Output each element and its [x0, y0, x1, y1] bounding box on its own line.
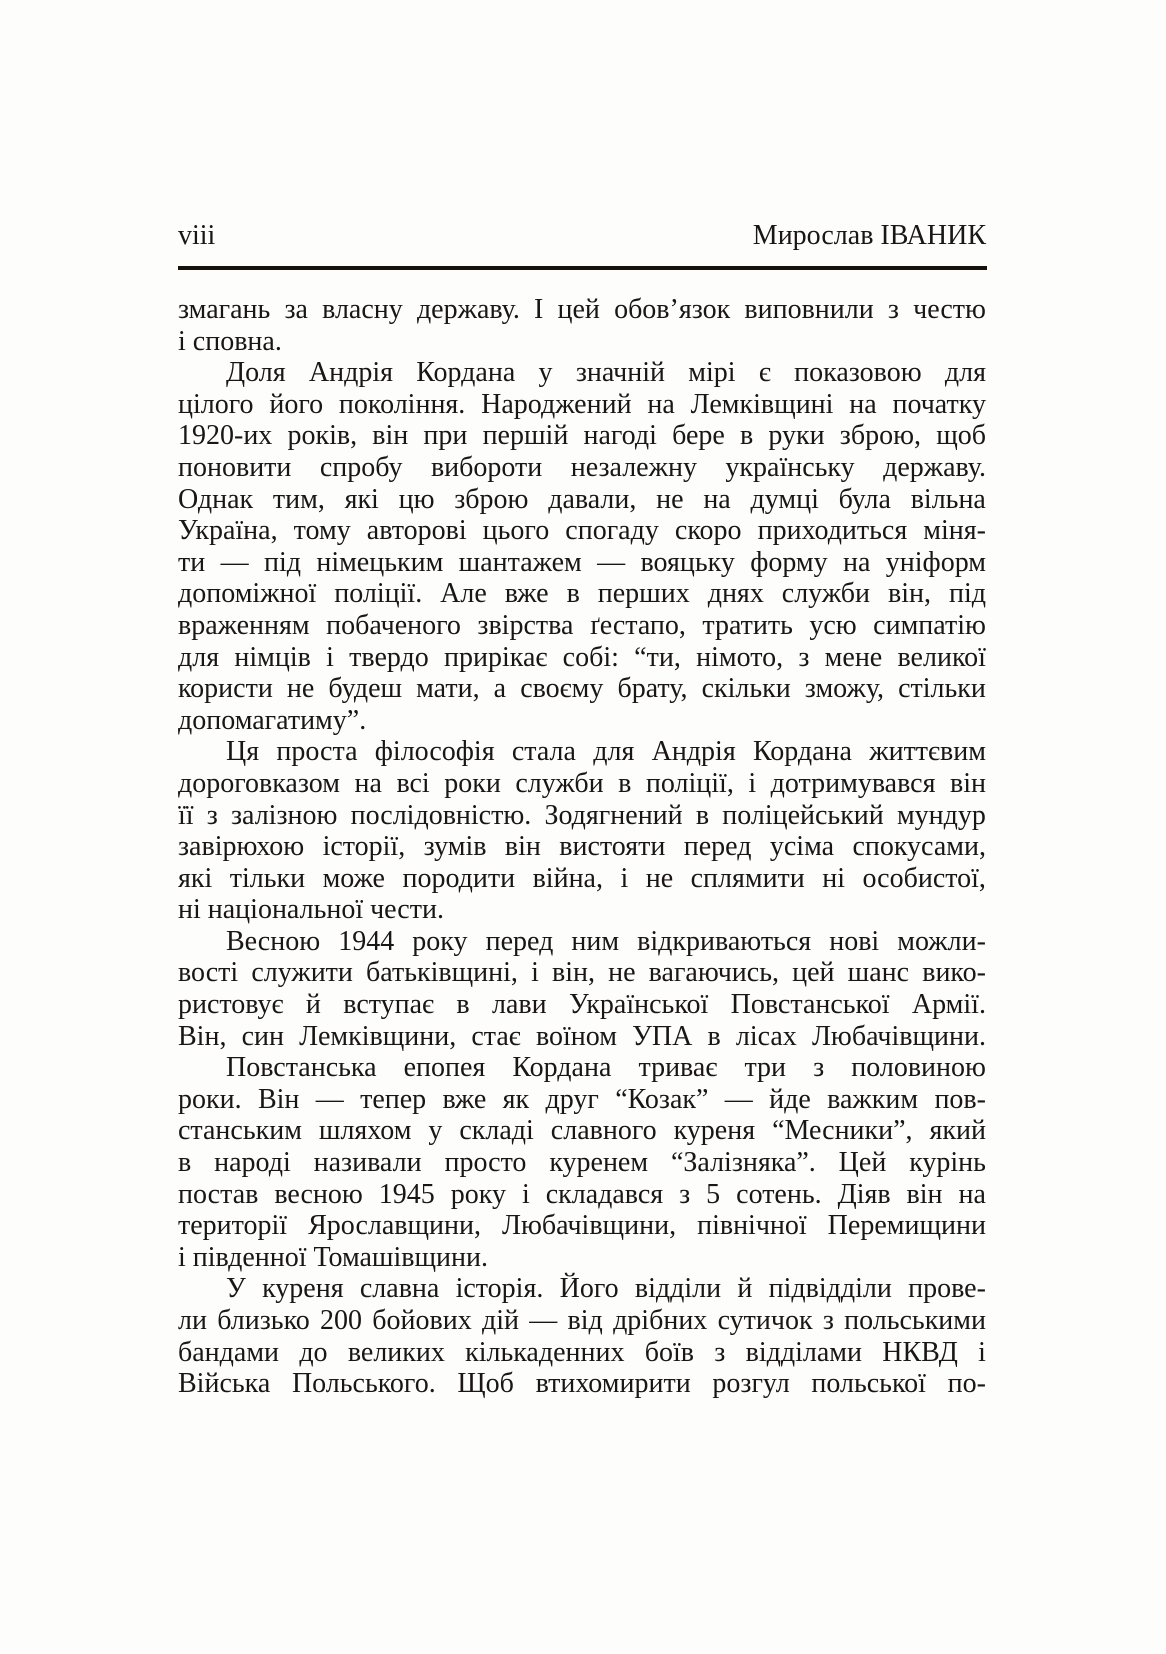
text-line: У куреня славна історія. Його відділи й підвідділи прове- [226, 1273, 986, 1305]
text-line: користи не будеш мати, а своєму брату, скільки зможу, стільки [178, 673, 986, 705]
text-line: вості служити батьківщині, і він, не вагаючись, цей шанс вико- [178, 957, 986, 989]
text-line: території Ярославщини, Любачівщини, північної Перемищини [178, 1210, 986, 1242]
text-line: поновити спробу вибороти незалежну українську державу. [178, 451, 986, 483]
text-line: Доля Андрія Кордана у значній мірі є показовою для [226, 357, 986, 389]
text-line: Україна, тому авторові цього спогаду скоро приходиться міня- [178, 515, 986, 547]
text-line: роки. Він — тепер вже як друг “Козак” — йде важким пов- [178, 1083, 986, 1115]
text-line: Однак тим, які цю зброю давали, не на думці була вільна [178, 483, 986, 515]
text-line: допомагатиму”. [178, 704, 367, 736]
text-line: ли близько 200 бойових дій — від дрібних сутичок з польськими [178, 1305, 986, 1336]
text-line: враженням побаченого звірства ґестапо, тратить усю симпатію [178, 609, 986, 641]
text-line: станським шляхом у складі славного куреня “Месники”, який [178, 1115, 986, 1147]
text-line: Повстанська епопея Кордана триває три з половиною [226, 1052, 986, 1084]
text-line: 1920-их років, він при першій нагоді бере в руки зброю, щоб [178, 420, 986, 452]
text-line: Весною 1944 року перед ним відкриваються нові можли- [226, 925, 986, 957]
page-number: viii [178, 220, 216, 251]
running-header-author: Мирослав ІВАНИК [752, 220, 986, 251]
text-line: її з залізною послідовністю. Зодягнений в поліцейський мундур [178, 799, 986, 831]
text-line: цілого його покоління. Народжений на Лемківщині на початку [178, 388, 986, 420]
page-header [178, 220, 986, 252]
text-line: ти — під німецьким шантажем — вояцьку форму на уніформ [178, 546, 986, 578]
text-line: змагань за власну державу. І цей обов’язок виповнили з честю [178, 294, 986, 325]
text-line: Він, син Лемківщини, стає воїном УПА в лісах Любачівщини. [178, 1020, 986, 1052]
body-text [178, 294, 986, 1400]
header-rule [178, 266, 987, 270]
text-line: і південної Томашівщини. [178, 1241, 488, 1273]
text-line: і сповна. [178, 325, 282, 357]
text-line: постав весною 1945 року і складався з 5 сотень. Діяв він на [178, 1178, 986, 1210]
text-line: дороговказом на всі роки служби в поліції, і дотримувався він [178, 767, 986, 799]
text-line: Ця проста філософія стала для Андрія Кордана життєвим [226, 736, 986, 768]
text-line: які тільки може породити війна, і не сплямити ні особистої, [178, 862, 986, 894]
text-line: бандами до великих кількаденних боїв з відділами НКВД і [178, 1336, 986, 1368]
text-line: для німців і твердо прирікає собі: “ти, німото, з мене великої [178, 641, 986, 673]
text-line: в народі називали просто куренем “Залізняка”. Цей курінь [178, 1147, 986, 1179]
text-line: ристовує й вступає в лави Української Повстанської Армії. [178, 989, 986, 1021]
text-line: Війська Польського. Щоб втихомирити розгул польської по- [178, 1368, 986, 1400]
text-line: ні національної чести. [178, 894, 444, 926]
text-line: завірюхою історії, зумів він вистояти перед усіма спокусами, [178, 831, 986, 863]
text-line: допоміжної поліції. Але вже в перших днях служби він, під [178, 578, 986, 610]
